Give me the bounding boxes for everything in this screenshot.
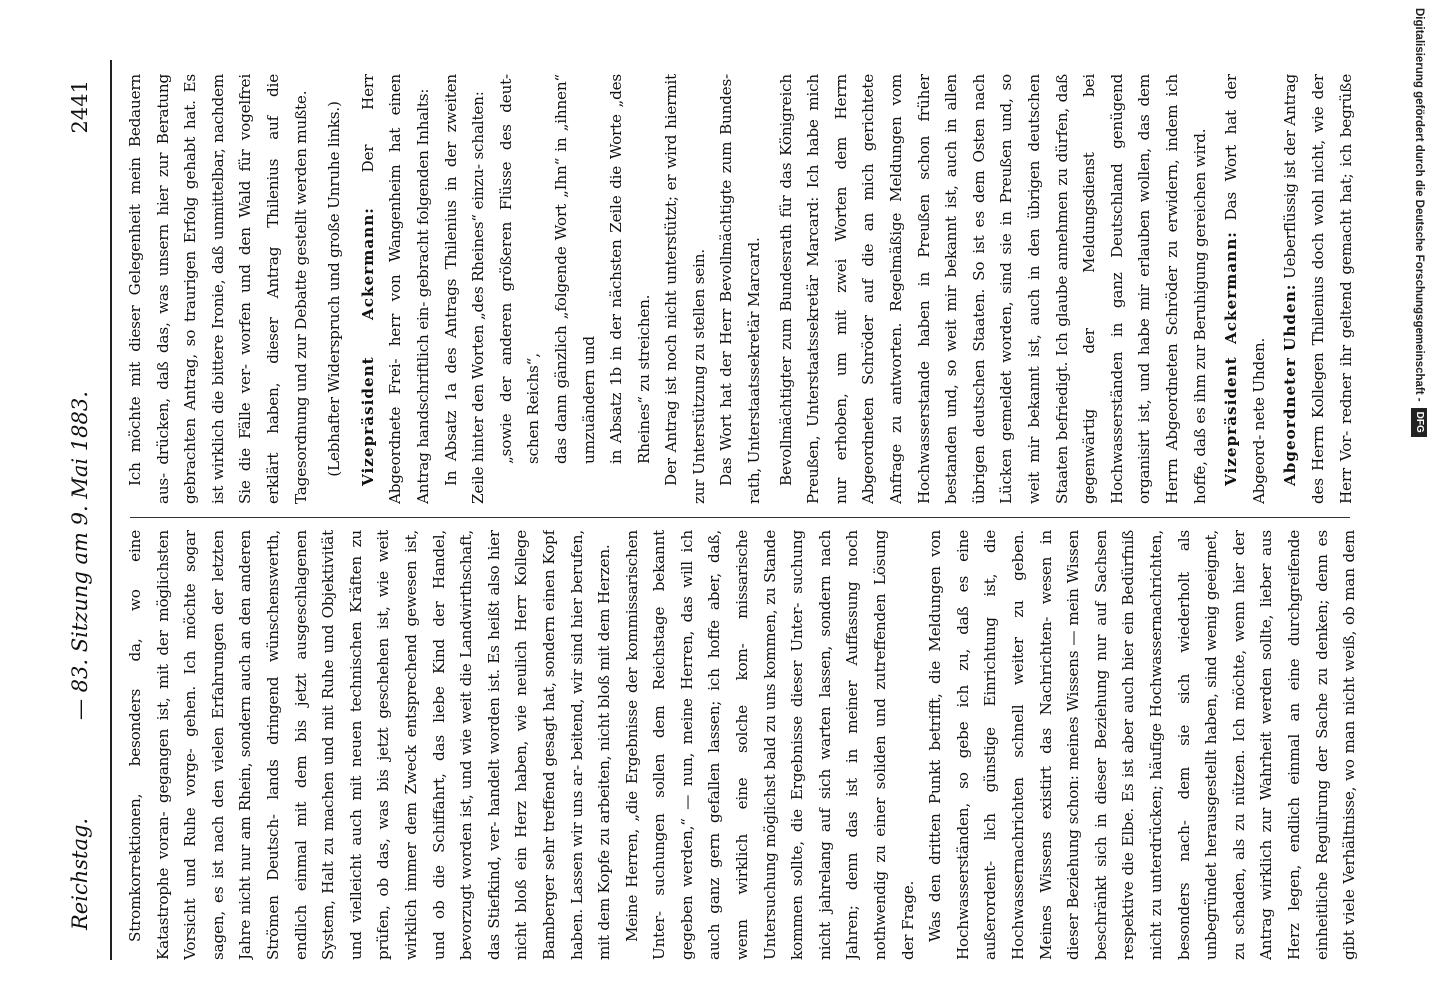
speech-paragraph (773, 74, 1215, 504)
rotated-page (40, 30, 1380, 990)
speaker-name: Vizepräsident Ackermann: (358, 207, 377, 486)
body-paragraph: „sowie der anderen größeren Flüsse des deut- schen Reichs“, (496, 74, 543, 464)
body-paragraph: Stromkorrektionen, besonders da, wo eine Katastrophe voran- gegangen ist, mit der möglichsten Vorsicht und Ruhe vorge- gehen. Ich möchte sogar sagen, es ist nach den vielen Erfahrungen der letzten Jahre nicht nur am Rhein, sondern auch an den anderen Strömen Deutsch- lands dringend wünschenswerth, endlich einmal mit dem bis jetzt ausgeschlagenen System, Halt zu machen und mit Ruhe und Objektivität und vielleicht auch mit neuen technischen Kräften zu prüfen, ob das, was bis jetzt geschehen ist, wie weit wirklich immer dem Zweck entsprechend gewesen ist, und ob die Schiffahrt, das liebe Kind der Handel, bevorzugt worden ist, und wie weit die Landwirthschaft, das Stiefkind, ver- handelt worden ist. Es heißt also hier nicht bloß ein Herz haben, wie neulich Herr Kollege Bamberger sehr treffend gesagt hat, sondern einen Kopf haben. Lassen wir uns ar- beitend, wir sind hier berufen, mit dem Kopfe zu arbeiten, nicht bloß mit dem Herzen. (126, 530, 614, 960)
speech-paragraph (1218, 74, 1273, 504)
body-paragraph: Der Antrag ist noch nicht unterstützt; er wird hiermit zur Unterstützung zu stellen sein. (662, 74, 708, 504)
header-session: — 83. Sitzung am 9. Mai 1883. (68, 391, 92, 720)
speech-text: Das Wort hat der Abgeord- nete Uhden. (1222, 74, 1268, 504)
speech-text: Der Herr Abgeordnete Frei- herr von Wangenheim hat einen Antrag handschriftlich ein- gebracht folgenden Inhalts: (358, 74, 432, 504)
header-left: Reichstag. (68, 817, 92, 930)
page-number: 2441 (68, 80, 92, 134)
body-paragraph: Meine Herren, „die Ergebnisse der kommissarischen Unter- suchungen sollen dem Reichstage bekannt gegeben werden,“ — nun, meine Herren, das will ich auch ganz gern gefallen lassen; ich hoffe aber, daß, wenn wirklich eine solche kom- missarische Untersuchung möglichst bald zu uns kommen, zu Stande kommen sollte, die Ergebnisse dieser Unter- suchung nicht jahrelang auf sich warten lassen, sondern nach Jahren; denn das ist in meiner Auffassung noch nothwendig zu einer soliden und zutreffenden Lösung der Frage. (622, 530, 917, 960)
body-paragraph: Das Wort hat der Herr Bevollmächtigte zum Bundes- rath, Unterstaatssekretär Marcard. (717, 74, 764, 504)
body-paragraph: In Absatz 1a des Antrags Thilenius in der zweiten Zeile hinter den Worten „des Rheines“ einzu- schalten: (441, 74, 488, 504)
digitization-text: Digitalisierung gefördert durch die Deutsche Forschungsgemeinschaft - (1413, 8, 1425, 402)
column-left (122, 530, 1362, 960)
dfg-logo: DFG (1411, 408, 1427, 437)
body-paragraph: in Absatz 1b in der nächsten Zeile die Worte „des Rheines“ zu streichen. (607, 74, 653, 464)
column-right (122, 74, 1362, 504)
speaker-name: Abgeordneter Uhden: (1281, 283, 1300, 486)
speech-paragraph (355, 74, 438, 504)
page-header (50, 60, 112, 960)
digitization-note (1408, 8, 1432, 994)
body-paragraph: Ich möchte mit dieser Gelegenheit mein Bedauern aus- drücken, daß das, was unsern hier zur Beratung gebrachten Antrag, so traurigen Erfolg gehabt hat. Es ist wirklich die bittere Ironie, daß unmittelbar, nachdem Sie die Fälle ver- worfen und den Wald für vogelfrei erklärt haben, dieser Antrag Thilenius auf die Tagesordnung und zur Debatte gestellt werden mußte. (126, 74, 310, 504)
speech-paragraph (1277, 74, 1362, 504)
speaker-name: Vizepräsident Ackermann: (1222, 231, 1241, 486)
speech-text: Bevollmächtigter zum Bundesrath für das Königreich Preußen, Unterstaatssekretär Marcard: Ich habe mich nur erhoben, um mit zwei Worten dem Herrn Abgeordneten Schröder auf die an mich gerichtete Anfrage zu antworten. Regelmäßige Meldungen vom Hochwasserstande haben in Preußen schon früher bestanden und, so weit mir bekannt ist, auch in allen übrigen deutschen Staaten. So ist es dem Osten nach Lücken gemeldet worden, sind sie in Preußen und, so weit mir bekannt ist, auch in den übrigen deutschen Staaten befriedigt. Ich glaube annehmen zu dürfen, daß gegenwärtig der Meldungsdienst bei Hochwasserständen in ganz Deutschland genügend organisirt ist, und habe mir erlauben wollen, das dem Herrn Abgeordneten Schröder zu erwidern, indem ich hoffe, daß es ihm zur Beruhigung gereichen wird. (776, 74, 1209, 504)
body-paragraph: das dann gänzlich „folgende Wort „Ihn“ in „ihnen“ umzuändern und (551, 74, 598, 464)
interjection: (Lebhafter Widerspruch und große Unruhe links.) (325, 101, 344, 477)
column-divider (130, 517, 1350, 518)
speech-text: Ueberflüssig ist der Antrag des Herrn Kollegen Thilenius doch wohl nicht, wie der Herr Vor- redner ihr geltend gemacht hat; ich begrüße (1281, 74, 1355, 504)
body-paragraph: Was den dritten Punkt betrifft, die Meldungen von Hochwasserständen, so gebe ich zu, daß es eine außerordent- lich günstige Einrichtung ist, die Hochwassernachrichten schnell weiter zu geben. Meines Wissens existirt das Nachrichten- wesen in dieser Beziehung schon: meines Wissens — mein Wissen beschränkt sich in dieser Beziehung nur auf Sachsen respektive die Elbe. Es ist aber auch hier ein Bedürfniß nicht zu unterdrücken; häufige Hochwassernachrichten, besonders nach- dem sie sich wiederholt als unbegründet herausgestellt haben, sind wenig geeignet, zu schaden, als zu nützen. Ich möchte, wenn hier der Antrag wirklich zur Wahrheit werden sollte, lieber aus Herz legen, endlich einmal an eine durchgreifende einheitliche Regulirung der Sache zu denken; denn es gibt viele Verhältnisse, wo man nicht weiß, ob man dem (926, 530, 1359, 960)
